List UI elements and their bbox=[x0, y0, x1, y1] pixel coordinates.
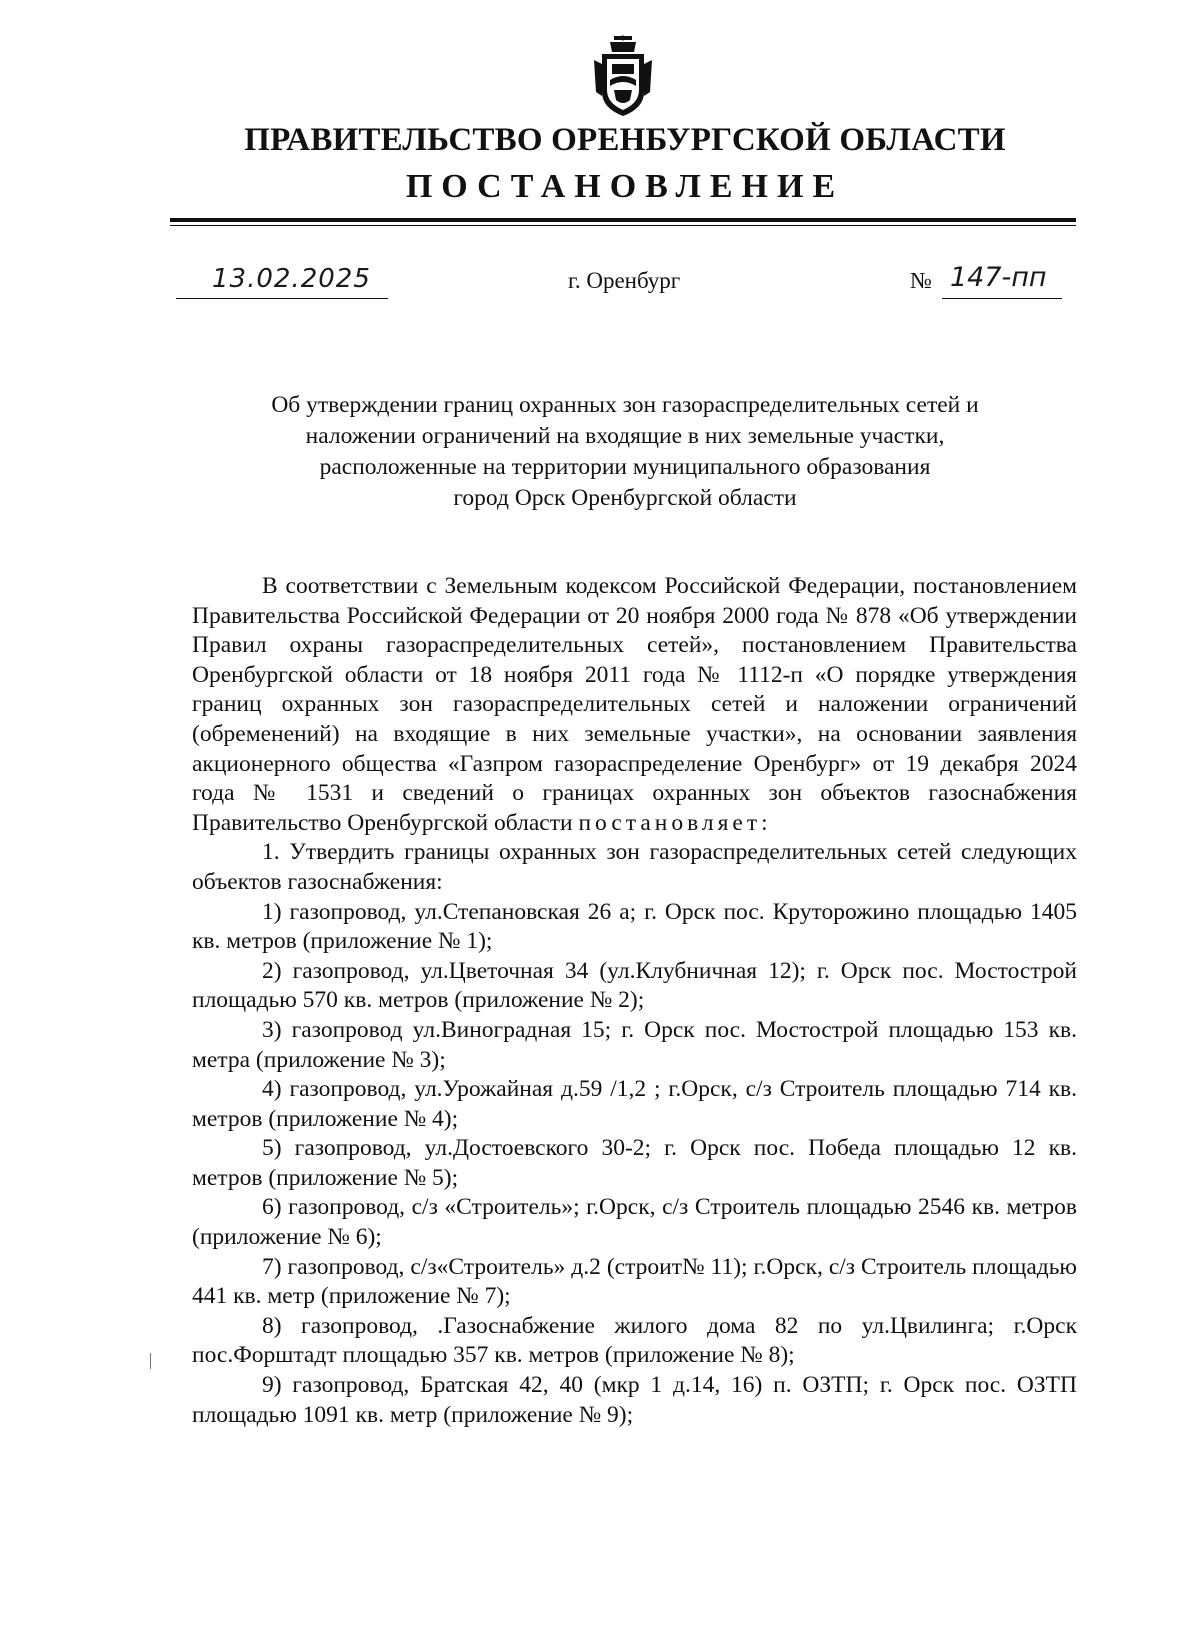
document-type-title: ПОСТАНОВЛЕНИЕ bbox=[405, 168, 845, 205]
list-item: 7) газопровод, с/з«Строитель» д.2 (строит№ 11); г.Орск, с/з Строитель площадью 441 кв. метр (приложение № 7); bbox=[192, 1253, 1077, 1310]
list-item: 6) газопровод, с/з «Строитель»; г.Орск, с/з Строитель площадью 2546 кв. метров (приложение № 6); bbox=[192, 1194, 1077, 1251]
header-divider-thick bbox=[170, 218, 1076, 222]
document-subject bbox=[0, 390, 1200, 514]
header-divider-thin bbox=[170, 225, 1076, 226]
subject-line: расположенные на территории муниципального образования bbox=[319, 454, 931, 480]
document-number: 147-пп bbox=[950, 262, 1047, 293]
list-item: 8) газопровод, .Газоснабжение жилого дома 82 по ул.Цвилинга; г.Орск пос.Форштадт площадью 357 кв. метров (приложение № 8); bbox=[192, 1312, 1077, 1369]
list-item: 2) газопровод, ул.Цветочная 34 (ул.Клубничная 12); г. Орск пос. Мостострой площадью 570 кв. метров (приложение № 2); bbox=[192, 957, 1077, 1014]
list-item: 4) газопровод, ул.Урожайная д.59 /1,2 ; г.Орск, с/з Строитель площадью 714 кв. метров (приложение № 4); bbox=[192, 1076, 1077, 1132]
list-item: 1) газопровод, ул.Степановская 26 а; г. Орск пос. Круторожино площадью 1405 кв. метров (приложение № 1); bbox=[192, 898, 1077, 955]
subject-line: город Орск Оренбургской области bbox=[453, 485, 797, 511]
document-body bbox=[192, 572, 1077, 1430]
document-meta-row bbox=[0, 262, 1200, 302]
list-item: 5) газопровод, ул.Достоевского 30-2; г. Орск пос. Победа площадью 12 кв. метров (приложение № 5); bbox=[192, 1135, 1077, 1191]
document-city: г. Оренбург bbox=[568, 268, 681, 293]
number-field bbox=[942, 262, 1062, 299]
margin-mark bbox=[150, 1353, 151, 1369]
list-item: 3) газопровод ул.Виноградная 15; г. Орск пос. Мостострой площадью 153 кв. метра (приложение № 3); bbox=[192, 1016, 1077, 1073]
number-label: № bbox=[910, 268, 932, 293]
date-field bbox=[176, 262, 388, 299]
subject-line: наложении ограничений на входящие в них земельные участки, bbox=[305, 423, 945, 449]
document-date: 13.02.2025 bbox=[212, 264, 371, 294]
coat-of-arms-icon bbox=[590, 34, 656, 120]
subject-line: Об утверждении границ охранных зон газораспределительных сетей и bbox=[271, 392, 979, 418]
list-item: 9) газопровод, Братская 42, 40 (мкр 1 д.14, 16) п. ОЗТП; г. Орск пос. ОЗТП площадью 1091 кв. метр (приложение № 9); bbox=[192, 1372, 1077, 1428]
clause-paragraph: 1. Утвердить границы охранных зон газораспределительных сетей следующих объектов газоснабжения: bbox=[192, 839, 1077, 895]
preamble-text: В соответствии с Земельным кодексом Российской Федерации, постановлением Правительства Российской Федерации от 20 ноября 2000 года № 878 «Об утверждении Правил охраны газораспределительных сетей», постановлением Правительства Оренбургской области от 18 ноября 2011 года № 1112-п «О порядке утверждения границ охранных зон газораспределительных сетей и наложении ограничений (обременений) на входящие в них земельные участки», на основании заявления акционерного общества «Газпром газораспределение Оренбург» от 19 декабря 2024 года № 1531 и сведений о границах охранных зон объектов газоснабжения Правительство Оренбургской области bbox=[192, 573, 1077, 836]
preamble-paragraph bbox=[192, 572, 1077, 838]
resolves-word: постановляет: bbox=[578, 809, 772, 836]
organization-title: ПРАВИТЕЛЬСТВО ОРЕНБУРГСКОЙ ОБЛАСТИ bbox=[244, 122, 1006, 158]
